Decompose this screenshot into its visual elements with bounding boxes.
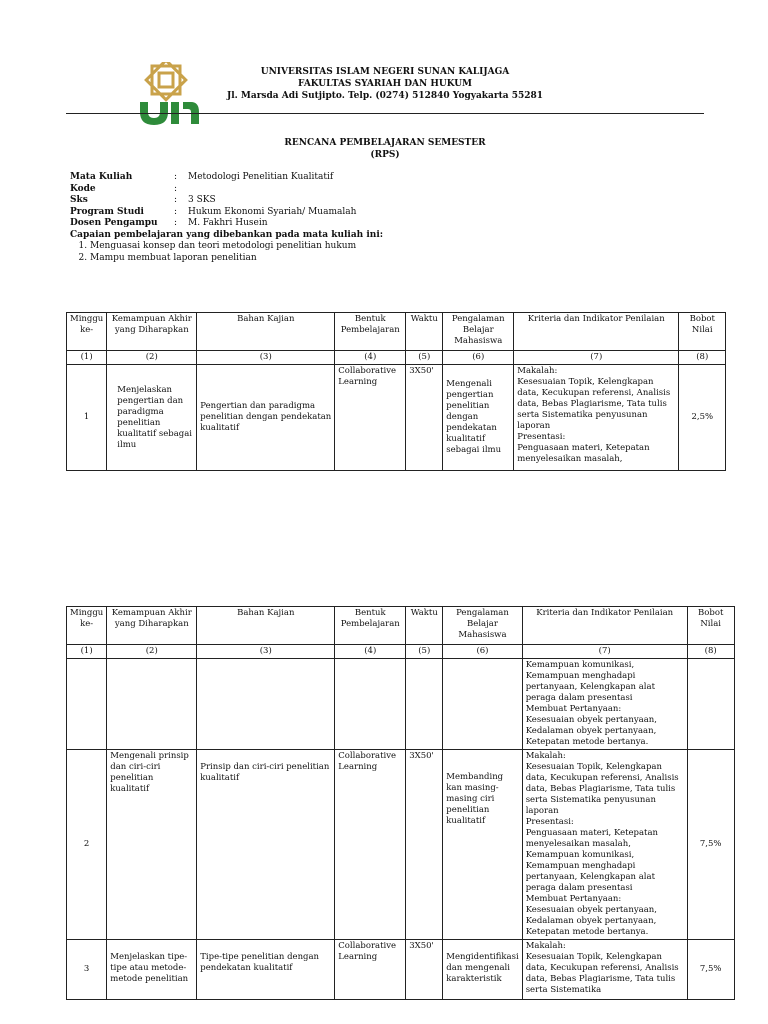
header-cell: Pengalaman Belajar Mahasiswa bbox=[443, 607, 522, 645]
info-value: M. Fakhri Husein bbox=[188, 218, 268, 228]
header-cell: Kemampuan Akhir yang Diharapkan bbox=[107, 313, 197, 351]
header-cell: Bobot Nilai bbox=[687, 607, 734, 645]
column-number-row: (1) (2) (3) (4) (5) (6) (7) (8) bbox=[67, 351, 726, 365]
bentuk-cell: Collaborative Learning bbox=[335, 940, 406, 1000]
kemampuan-cell: Menjelaskan tipe-tipe atau metode-metode penelitian bbox=[107, 940, 197, 1000]
header-cell: Kriteria dan Indikator Penilaian bbox=[522, 607, 687, 645]
bahan-cell bbox=[197, 659, 335, 750]
header-cell: Kriteria dan Indikator Penilaian bbox=[514, 313, 679, 351]
table-row bbox=[67, 940, 735, 1000]
header-cell: Waktu bbox=[406, 607, 443, 645]
uin-logo-icon bbox=[136, 62, 200, 126]
week-cell: 2 bbox=[67, 750, 107, 940]
header-cell: Waktu bbox=[406, 313, 443, 351]
header-cell: Kemampuan Akhir yang Diharapkan bbox=[107, 607, 197, 645]
header-cell: Bahan Kajian bbox=[197, 607, 335, 645]
capaian-item: 2. Mampu membuat laporan penelitian bbox=[90, 253, 383, 265]
waktu-cell bbox=[406, 659, 443, 750]
capaian-list bbox=[70, 241, 383, 264]
bobot-cell bbox=[687, 659, 734, 750]
document-title: RENCANA PEMBELAJARAN SEMESTER bbox=[284, 138, 486, 148]
info-label: Dosen Pengampu bbox=[70, 218, 158, 228]
info-row: Program Studi : Hukum Ekonomi Syariah/ Muamalah bbox=[70, 206, 357, 217]
table-row bbox=[67, 365, 726, 471]
info-row: Sks : 3 SKS bbox=[70, 195, 216, 205]
table-header-row bbox=[67, 313, 726, 351]
course-info bbox=[70, 172, 383, 264]
header-cell: Minggu ke- bbox=[67, 607, 107, 645]
kemampuan-cell: Mengenali prinsip dan ciri-ciri penelitian kualitatif bbox=[107, 750, 197, 940]
kemampuan-cell: Menjelaskan pengertian dan paradigma penelitian kualitatif sebagai ilmu bbox=[107, 365, 197, 471]
university-name: UNIVERSITAS ISLAM NEGERI SUNAN KALIJAGA bbox=[260, 67, 510, 77]
header-cell: Bentuk Pembelajaran bbox=[335, 313, 406, 351]
header-divider bbox=[66, 113, 704, 114]
info-row: Kode : bbox=[70, 183, 178, 194]
info-label: Sks bbox=[70, 195, 88, 205]
capaian-item: 1. Menguasai konsep dan teori metodologi penelitian hukum bbox=[90, 241, 383, 253]
waktu-cell: 3X50' bbox=[406, 365, 443, 471]
bentuk-cell: Collaborative Learning bbox=[335, 750, 406, 940]
bahan-cell: Prinsip dan ciri-ciri penelitian kualitatif bbox=[197, 750, 335, 940]
header-cell: Bobot Nilai bbox=[679, 313, 726, 351]
table-header-row bbox=[67, 607, 735, 645]
bentuk-cell: Collaborative Learning bbox=[335, 365, 406, 471]
info-label: Program Studi bbox=[70, 206, 144, 217]
bobot-cell: 2,5% bbox=[679, 365, 726, 471]
rps-table-page-2 bbox=[66, 606, 735, 1000]
bahan-cell: Tipe-tipe penelitian dengan pendekatan kualitatif bbox=[197, 940, 335, 1000]
header-cell: Bahan Kajian bbox=[197, 313, 335, 351]
capaian-heading: Capaian pembelajaran yang dibebankan pada mata kuliah ini: bbox=[70, 229, 384, 240]
info-value: 3 SKS bbox=[188, 195, 216, 205]
pengalaman-cell bbox=[443, 659, 522, 750]
kriteria-cell: Makalah: Kesesuaian Topik, Kelengkapan data, Kecukupan referensi, Analisis data, Bebas Plagiarisme, Tata tulis serta Sistematika bbox=[522, 940, 687, 1000]
header-cell: Bentuk Pembelajaran bbox=[335, 607, 406, 645]
week-cell: 1 bbox=[67, 365, 107, 471]
info-label: Mata Kuliah bbox=[70, 172, 133, 182]
kriteria-cell: Makalah: Kesesuaian Topik, Kelengkapan data, Kecukupan referensi, Analisis data, Bebas Plagiarisme, Tata tulis serta Sistematika penyusunan laporan Presentasi: Penguasaan materi, Ketepatan menyelesaikan masalah, bbox=[514, 365, 679, 471]
pengalaman-cell: Mengidentifikasi dan mengenali karakteristik bbox=[443, 940, 522, 1000]
header-cell: Minggu ke- bbox=[67, 313, 107, 351]
column-number-row: (1) (2) (3) (4) (5) (6) (7) (8) bbox=[67, 645, 735, 659]
info-value: Metodologi Penelitian Kualitatif bbox=[188, 172, 334, 182]
week-cell bbox=[67, 659, 107, 750]
pengalaman-cell: Mengenali pengertian penelitian dengan pendekatan kualitatif sebagai ilmu bbox=[443, 365, 514, 471]
header-cell: Pengalaman Belajar Mahasiswa bbox=[443, 313, 514, 351]
waktu-cell: 3X50' bbox=[406, 940, 443, 1000]
bahan-cell: Pengertian dan paradigma penelitian dengan pendekatan kualitatif bbox=[197, 365, 335, 471]
kemampuan-cell bbox=[107, 659, 197, 750]
info-label: Kode bbox=[70, 183, 96, 194]
bentuk-cell bbox=[335, 659, 406, 750]
kriteria-cell: Kemampuan komunikasi, Kemampuan menghadapi pertanyaan, Kelengkapan alat peraga dalam presentasi Membuat Pertanyaan: Kesesuaian obyek pertanyaan, Kedalaman obyek pertanyaan, Ketepatan metode bertanya. bbox=[522, 659, 687, 750]
waktu-cell: 3X50' bbox=[406, 750, 443, 940]
info-value: Hukum Ekonomi Syariah/ Muamalah bbox=[188, 206, 357, 217]
table-row bbox=[67, 659, 735, 750]
info-row: Mata Kuliah : Metodologi Penelitian Kualitatif bbox=[70, 172, 334, 182]
rps-table-page-1 bbox=[66, 312, 726, 471]
pengalaman-cell: Membanding kan masing-masing ciri penelitian kualitatif bbox=[443, 750, 522, 940]
document-subtitle: (RPS) bbox=[370, 150, 400, 160]
faculty-name: FAKULTAS SYARIAH DAN HUKUM bbox=[297, 79, 473, 89]
kriteria-cell: Makalah: Kesesuaian Topik, Kelengkapan data, Kecukupan referensi, Analisis data, Bebas Plagiarisme, Tata tulis serta Sistematika penyusunan laporan Presentasi: Penguasaan materi, Ketepatan menyelesaikan masalah, Kemampuan komunikasi, Kemampuan menghadapi pertanyaan, Kelengkapan alat peraga dalam presentasi Membuat Pertanyaan: Kesesuaian obyek pertanyaan, Kedalaman obyek pertanyaan, Ketepatan metode bertanya. bbox=[522, 750, 687, 940]
info-row: Dosen Pengampu : M. Fakhri Husein bbox=[70, 218, 268, 228]
bobot-cell: 7,5% bbox=[687, 940, 734, 1000]
table-row bbox=[67, 750, 735, 940]
address: Jl. Marsda Adi Sutjipto. Telp. (0274) 512840 Yogyakarta 55281 bbox=[226, 91, 544, 101]
week-cell: 3 bbox=[67, 940, 107, 1000]
bobot-cell: 7,5% bbox=[687, 750, 734, 940]
